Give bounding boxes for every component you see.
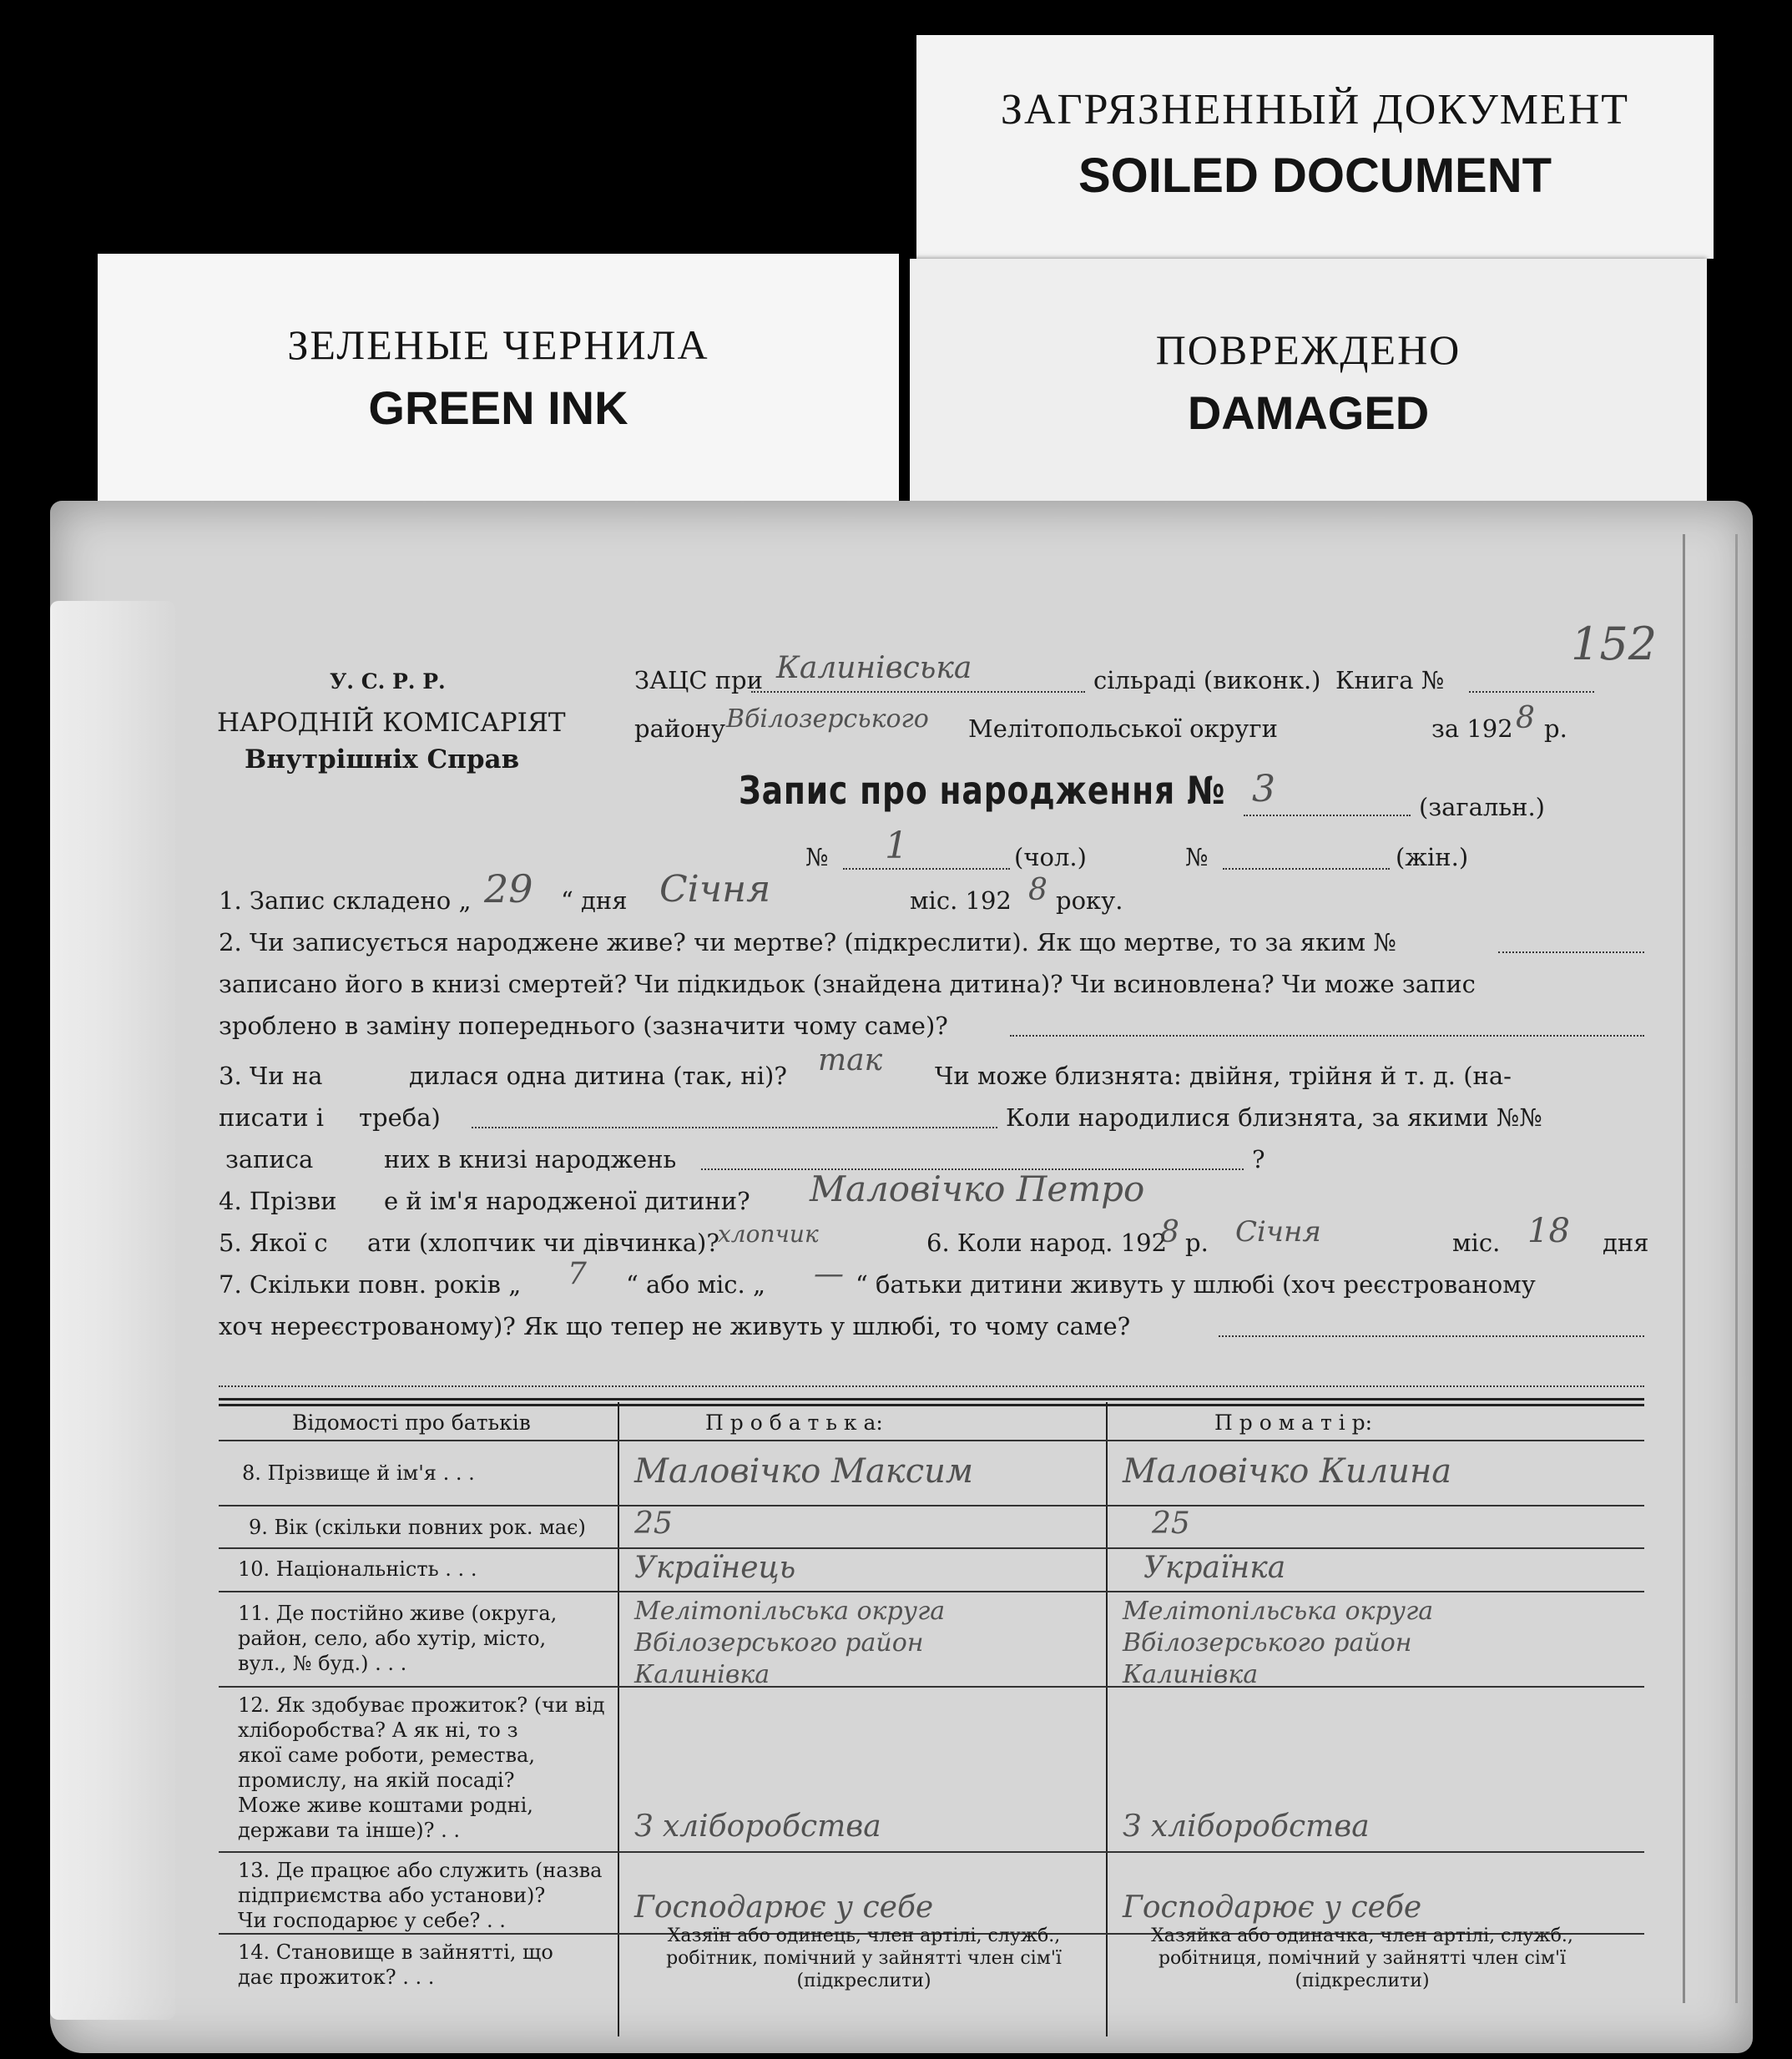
raion-label: району — [634, 714, 726, 743]
line1-c: міс. 192 — [910, 886, 1012, 915]
line3-g: записа — [225, 1145, 314, 1173]
year2-hw: 8 — [1028, 873, 1047, 907]
male-label: (чол.) — [1014, 843, 1087, 871]
record-title: Запис про народження № — [739, 768, 1226, 813]
row-10-rule — [219, 1591, 1644, 1592]
year-hw: 8 — [1516, 701, 1535, 735]
row-10-label: 10. Національність . . . — [238, 1557, 477, 1581]
line2c-dots — [1010, 1035, 1644, 1037]
year-label: за 192 — [1431, 714, 1513, 743]
row-12-label: 12. Як здобуває прожиток? (чи від хліборобства? А як ні, то з якої саме роботи, ремества, промислу, на якій посаді? Може живе коштами родні, держави та інше)? . . — [238, 1693, 605, 1842]
table-top-rule — [219, 1398, 1644, 1400]
mother-nat-hw: Українка — [1143, 1551, 1286, 1585]
mother-name-hw: Маловічко Килина — [1123, 1452, 1452, 1491]
damaged-edge — [50, 601, 175, 2020]
book-label: Книга № — [1335, 666, 1445, 694]
zags-label: ЗАЦС при — [634, 666, 763, 694]
damaged-label-en: DAMAGED — [1187, 386, 1430, 439]
soiled-document-card — [916, 35, 1714, 259]
line5-a: 5. Якої с — [219, 1229, 328, 1257]
male-no-label: № — [805, 843, 829, 871]
father-age-hw: 25 — [634, 1506, 673, 1541]
row-12-rule — [219, 1851, 1644, 1853]
mother-addr-hw: Мелітопільська округа Вбілозерського район Калинівка — [1123, 1597, 1434, 1689]
table-col-divider-2 — [1106, 1402, 1108, 2036]
record-no-line — [1244, 815, 1411, 816]
village-hw: Калинівська — [776, 651, 972, 685]
father-nat-hw: Українець — [634, 1551, 796, 1585]
day-hw: 29 — [484, 866, 533, 911]
line7-d: хоч нереєстрованому)? Як що тепер не живуть у шлюбі, то чому саме? — [219, 1312, 1131, 1340]
soiled-label-ru: ЗАГРЯЗНЕННЫЙ ДОКУМЕНТ — [1000, 86, 1630, 134]
month-hw: Січня — [659, 868, 771, 911]
table-col-divider-1 — [618, 1402, 619, 2036]
okruga-label: Мелітопольської округи — [968, 714, 1278, 743]
line3-b: дилася одна дитина (так, ні)? — [409, 1062, 787, 1090]
female-no-line — [1223, 868, 1390, 870]
sheet-edge — [1683, 534, 1738, 2003]
raion-hw: Вбілозерського — [726, 704, 929, 734]
table-header-father: П р о б а т ь к а: — [705, 1411, 883, 1435]
table-top-rule2 — [219, 1404, 1644, 1406]
line2-a: 2. Чи записується народжене живе? чи мертве? (підкреслити). Як що мертве, то за яким № — [219, 928, 1396, 956]
green-ink-label-en: GREEN INK — [368, 381, 628, 434]
row-8-rule — [219, 1505, 1644, 1506]
row-13-label: 13. Де працює або служить (назва підприємства або установи)? Чи господарює у себе? . . — [238, 1859, 603, 1932]
line2-c: зроблено в заміну попереднього (зазначити чому саме)? — [219, 1012, 948, 1040]
line5-b: ати (хлопчик чи дівчинка)? — [367, 1229, 719, 1257]
mother-employ-hw: Господарює у себе — [1123, 1890, 1422, 1925]
record-no-hw: 3 — [1252, 768, 1275, 810]
commissariat-label: НАРОДНІЙ КОМІСАРІЯТ — [217, 708, 566, 738]
birth-day-hw: 18 — [1527, 1212, 1570, 1250]
line7-c: “ батьки дитини живуть у шлюбі (хоч реєстрованому — [856, 1270, 1536, 1299]
line1-b: “ дня — [561, 886, 628, 915]
father-addr-hw: Мелітопільська округа Вбілозерського район Калинівка — [634, 1597, 946, 1689]
ussr-label: У. С. Р. Р. — [330, 669, 446, 694]
female-label: (жін.) — [1396, 843, 1469, 871]
sex-hw: хлопчик — [718, 1220, 819, 1248]
line7e-dots — [219, 1385, 1644, 1387]
row-9-label: 9. Вік (скільки повних рок. має) — [249, 1516, 586, 1539]
line3-i: ? — [1252, 1145, 1265, 1173]
green-ink-card — [98, 254, 899, 539]
father-work-hw: З хліборобства — [634, 1809, 881, 1844]
line3e-dots — [472, 1127, 997, 1128]
single-hw: так — [818, 1043, 883, 1077]
row-14-label: 14. Становище в зайнятті, що дає прожиток? . . . — [238, 1940, 553, 1989]
row-9-rule — [219, 1547, 1644, 1549]
line3-c: Чи може близнята: двійня, трійня й т. д. (на- — [935, 1062, 1512, 1090]
male-no-hw: 1 — [885, 825, 908, 867]
row-11-rule — [219, 1686, 1644, 1688]
line3-d: писати і — [219, 1103, 325, 1132]
damaged-label-ru: ПОВРЕЖДЕНО — [1155, 326, 1461, 373]
green-ink-label-ru: ЗЕЛЕНЫЕ ЧЕРНИЛА — [287, 321, 709, 368]
row-11-label: 11. Де постійно живе (округа, район, село, або хутір, місто, вул., № буд.) . . . — [238, 1602, 558, 1675]
birth-month-hw: Січня — [1235, 1215, 1321, 1249]
line1-a: 1. Запис складено „ — [219, 886, 472, 915]
row-14-father-options: Хазяїн або одинець, член артілі, служб., робітник, помічний у зайнятті член сім'ї (підкреслити) — [666, 1925, 1062, 1991]
line6-c: міс. — [1452, 1229, 1501, 1257]
mother-work-hw: З хліборобства — [1123, 1809, 1370, 1844]
line2-b: записано його в книзі смертей? Чи підкидьок (знайдена дитина)? Чи всиновлена? Чи може запис — [219, 970, 1476, 998]
line3-a: 3. Чи на — [219, 1062, 323, 1090]
line6-d: дня — [1603, 1229, 1649, 1257]
line4-a: 4. Прізви — [219, 1187, 337, 1215]
line3-f: Коли народилися близнята, за якими №№ — [1006, 1103, 1542, 1132]
header-rule — [219, 1440, 1644, 1441]
soiled-label-en: SOILED DOCUMENT — [1078, 149, 1552, 203]
mother-age-hw: 25 — [1152, 1506, 1190, 1541]
line4-b: е й ім'я народженої дитини? — [384, 1187, 750, 1215]
line3-h: них в книзі народжень — [384, 1145, 677, 1173]
dept-label: Внутрішніх Справ — [245, 744, 520, 775]
row-14-mother-options: Хазяйка або одиначка, член артілі, служб., робітниця, помічний у зайнятті член сім'ї (підкреслити) — [1151, 1925, 1573, 1991]
birth-record-sheet — [50, 501, 1753, 2053]
line7-a: 7. Скільки повн. років „ — [219, 1270, 522, 1299]
zags-line — [751, 691, 1085, 693]
damaged-card — [910, 259, 1707, 539]
child-name-hw: Маловічко Петро — [810, 1168, 1145, 1209]
council-label: сільраді (виконк.) — [1093, 666, 1321, 694]
line6-a: 6. Коли народ. 192 — [926, 1229, 1168, 1257]
table-header-mother: П р о м а т і р: — [1214, 1411, 1373, 1435]
row-8-label: 8. Прізвище й ім'я . . . — [242, 1461, 475, 1485]
year-suffix: р. — [1544, 714, 1567, 743]
line6-b: р. — [1185, 1229, 1209, 1257]
female-no-label: № — [1185, 843, 1209, 871]
page-number: 152 — [1571, 618, 1658, 670]
father-name-hw: Маловічко Максим — [634, 1452, 974, 1491]
table-header-parents: Відомості про батьків — [292, 1411, 531, 1435]
general-label: (загальн.) — [1419, 793, 1545, 821]
married-years-hw: 7 — [568, 1257, 587, 1291]
line2-dots — [1498, 951, 1644, 953]
line1-d: року. — [1056, 886, 1123, 915]
birth-year-hw: 8 — [1160, 1215, 1179, 1249]
line3-e: треба) — [359, 1103, 441, 1132]
book-line — [1469, 691, 1594, 693]
line7d-dots — [1219, 1335, 1644, 1337]
line7-b: “ або міс. „ — [626, 1270, 766, 1299]
married-months-hw: — — [814, 1257, 844, 1291]
father-employ-hw: Господарює у себе — [634, 1890, 934, 1925]
male-no-line — [843, 868, 1010, 870]
